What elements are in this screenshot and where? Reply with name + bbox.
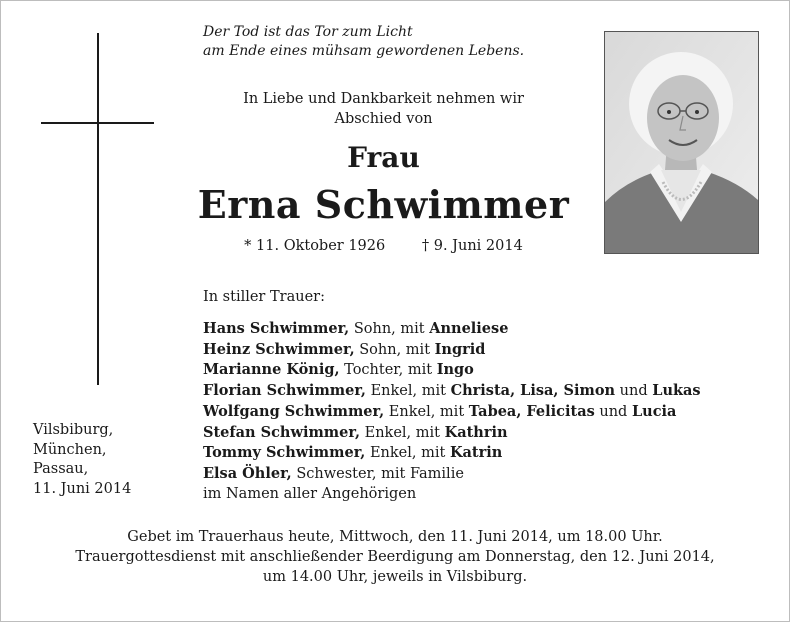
mourner-name: Lukas [652, 382, 701, 400]
mourner-line [203, 340, 763, 361]
portrait-photo [604, 31, 759, 254]
intro-text [196, 89, 571, 129]
mourner-line [203, 464, 763, 485]
mourners-list [203, 319, 763, 504]
quote-line-1: Der Tod ist das Tor zum Licht [203, 24, 413, 40]
notice-date: 11. Juni 2014 [33, 481, 132, 498]
mourner-name: Kathrin [444, 423, 508, 441]
mourner-relation: Enkel, mit [365, 383, 451, 400]
portrait-image [605, 32, 758, 253]
service-line-2: Trauergottesdienst mit anschließender Beerdigung am Donnerstag, den 12. Juni 2014, [75, 549, 715, 565]
mourner-name: Christa, Lisa, Simon [450, 382, 616, 400]
mourner-line [203, 443, 763, 464]
mourner-relation: Enkel, mit [384, 403, 469, 420]
salutation: Frau [347, 141, 420, 174]
mourner-name: Ingrid [434, 340, 486, 358]
service-line-3: um 14.00 Uhr, jeweils in Vilsbiburg. [262, 569, 528, 585]
service-line-1: Gebet im Trauerhaus heute, Mittwoch, den 11. Juni 2014, um 18.00 Uhr. [127, 529, 663, 545]
cross-icon [97, 33, 99, 385]
mourner-name: Elsa Öhler, [203, 464, 292, 482]
mourner-name: Hans Schwimmer, [203, 320, 350, 337]
mourner-name: Wolfgang Schwimmer, [203, 402, 385, 420]
mourning-label: In stiller Trauer: [203, 289, 325, 305]
mourner-relation: und [615, 383, 653, 400]
memorial-quote [203, 23, 593, 61]
mourner-name: Tommy Schwimmer, [203, 444, 366, 462]
intro-line-1: In Liebe und Dankbarkeit nehmen wir [243, 91, 524, 107]
mourner-line [203, 402, 763, 423]
mourner-name: Florian Schwimmer, [203, 382, 366, 400]
mourner-name: Marianne König, [203, 361, 340, 379]
intro-line-2: Abschied von [334, 111, 433, 127]
quote-line-2: am Ende eines mühsam gewordenen Lebens. [203, 43, 525, 59]
place-line: Vilsbiburg, [33, 422, 114, 438]
mourner-line [203, 381, 763, 402]
birth-date: * 11. Oktober 1926 [244, 238, 386, 254]
mourner-relation: im Namen aller Angehörigen [203, 485, 417, 502]
mourner-relation: Enkel, mit [360, 424, 445, 441]
deceased-name: Erna Schwimmer [197, 182, 570, 227]
mourner-line [203, 485, 763, 505]
mourner-relation: Schwester, mit Familie [291, 465, 464, 482]
mourner-name: Katrin [449, 444, 503, 462]
mourner-relation: Tochter, mit [339, 362, 437, 379]
mourner-relation: und [594, 403, 632, 420]
mourner-name: Anneliese [429, 320, 509, 337]
places-and-date [33, 421, 131, 500]
mourner-name: Tabea, Felicitas [468, 402, 595, 420]
mourner-line [203, 319, 763, 340]
mourner-relation: Sohn, mit [349, 321, 430, 337]
place-line: Passau, [33, 461, 89, 478]
mourner-name: Ingo [436, 361, 474, 379]
service-info [21, 527, 769, 587]
mourner-relation: Sohn, mit [354, 341, 435, 358]
death-date: † 9. Juni 2014 [421, 238, 523, 254]
mourner-name: Stefan Schwimmer, [203, 423, 360, 441]
mourner-relation: Enkel, mit [365, 445, 450, 462]
mourner-line [203, 423, 763, 444]
place-line: München, [33, 441, 107, 458]
mourner-line [203, 360, 763, 381]
mourner-name: Heinz Schwimmer, [203, 340, 355, 358]
mourner-name: Lucia [631, 402, 677, 420]
life-dates [196, 238, 571, 254]
cross-icon-bar [41, 122, 154, 124]
